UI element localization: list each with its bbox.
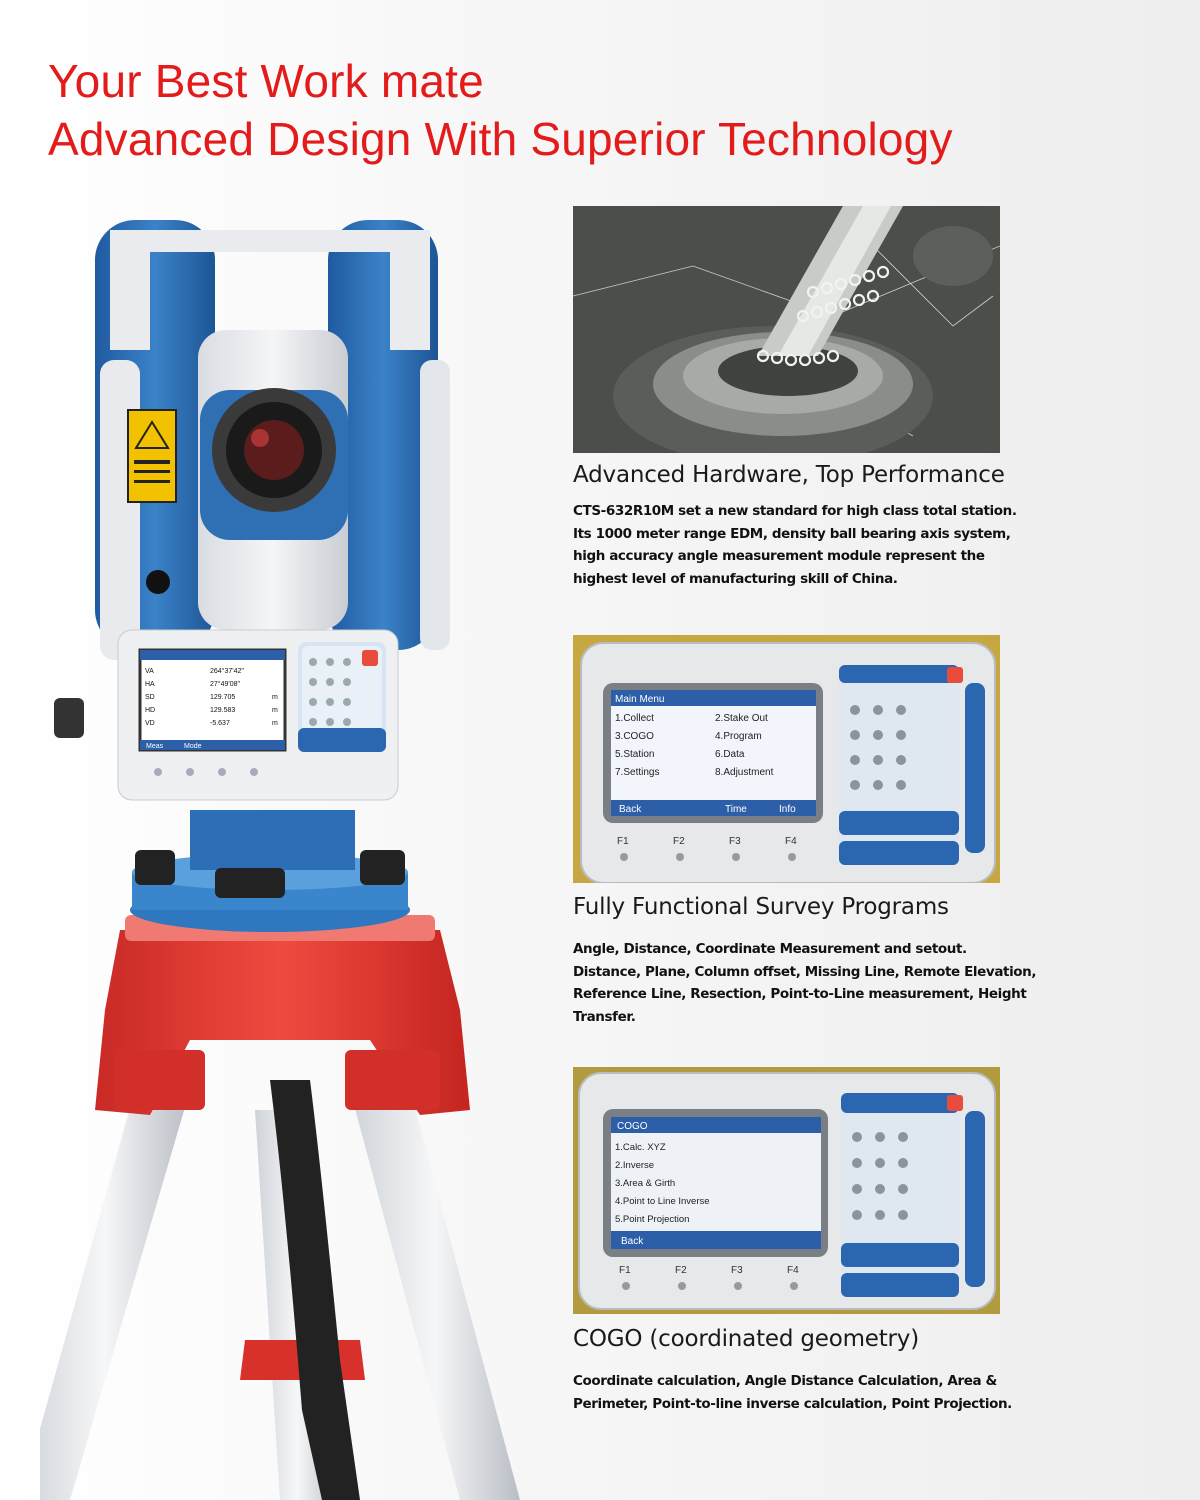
screen-title: COGO [617, 1121, 648, 1132]
desc-line: CTS-632R10M set a new standard for high class total station. [573, 503, 1017, 519]
desc-line: Its 1000 meter range EDM, density ball bearing axis system, [573, 525, 1011, 542]
device-softkey: Mode [184, 743, 202, 750]
menu-item: 1.Calc. XYZ [615, 1142, 666, 1153]
device-row-label: HD [145, 707, 156, 714]
desc-line: Angle, Distance, Coordinate Measurement and setout. [573, 941, 967, 957]
menu-item: 2.Stake Out [715, 713, 768, 724]
feature-title-cogo: COGO (coordinated geometry) [573, 1326, 919, 1352]
desc-line: Reference Line, Resection, Point-to-Line measurement, Height [573, 986, 1027, 1002]
softkey: Info [779, 804, 796, 815]
desc-line: Transfer. [573, 1008, 636, 1025]
device-row-unit: m [272, 720, 278, 727]
menu-item: 2.Inverse [615, 1160, 655, 1171]
device-row-label: VA [145, 668, 154, 675]
fkey: F2 [675, 1265, 687, 1276]
desc-line: Coordinate calculation, Angle Distance Calculation, Area & [573, 1373, 997, 1389]
menu-item: 1.Collect [615, 713, 654, 724]
hardware-image [573, 206, 1000, 453]
total-station-illustration [40, 210, 520, 1500]
fkey: F4 [787, 1265, 799, 1276]
tripod [40, 915, 520, 1500]
headline [48, 52, 953, 168]
menu-item: 5.Station [615, 749, 655, 760]
fkey: F2 [673, 836, 685, 847]
menu-item: 5.Point Projection [615, 1214, 690, 1225]
fkey: F3 [729, 836, 741, 847]
menu-item: 6.Data [715, 749, 745, 760]
device-row-value: 27°49'08" [210, 681, 240, 688]
desc-line: highest level of manufacturing skill of China. [573, 570, 898, 587]
device-row-label: SD [145, 694, 155, 701]
device-row-value: 129.705 [210, 694, 236, 701]
tribrach [130, 810, 410, 932]
device-row-label: HA [145, 681, 155, 688]
feature-desc-programs [573, 938, 1073, 1028]
device-row-value: 129.583 [210, 707, 236, 714]
instrument-control-panel [118, 630, 398, 800]
feature-desc-cogo [573, 1370, 1073, 1415]
menu-item: 4.Point to Line Inverse [615, 1196, 710, 1207]
feature-title-hardware: Advanced Hardware, Top Performance [573, 462, 1005, 488]
menu-item: 3.Area & Girth [615, 1178, 676, 1189]
headline-line-1: Your Best Work mate [48, 55, 484, 107]
feature-desc-hardware [573, 500, 1073, 590]
menu-item: 4.Program [715, 731, 762, 742]
desc-line: Distance, Plane, Column offset, Missing Line, Remote Elevation, [573, 963, 1037, 980]
fkey: F1 [617, 836, 629, 847]
main-menu-panel-image [573, 635, 1000, 883]
desc-line: Perimeter, Point-to-line inverse calculation, Point Projection. [573, 1395, 1012, 1412]
softkey: Back [619, 804, 642, 815]
desc-line: high accuracy angle measurement module represent the [573, 548, 985, 564]
fkey: F4 [785, 836, 797, 847]
softkey: Time [725, 804, 747, 815]
device-row-value: -5.637 [210, 720, 230, 727]
fkey: F1 [619, 1265, 631, 1276]
softkey: Back [621, 1236, 644, 1247]
fkey: F3 [731, 1265, 743, 1276]
device-row-unit: m [272, 694, 278, 701]
cogo-panel-image [573, 1067, 1000, 1314]
headline-line-2: Advanced Design With Superior Technology [48, 113, 953, 165]
device-softkey: Meas [146, 743, 164, 750]
feature-title-programs: Fully Functional Survey Programs [573, 894, 949, 920]
device-row-value: 264°37'42" [210, 668, 244, 675]
device-row-label: VD [145, 720, 155, 727]
menu-item: 7.Settings [615, 767, 660, 778]
menu-item: 3.COGO [615, 731, 654, 742]
device-row-unit: m [272, 707, 278, 714]
menu-item: 8.Adjustment [715, 767, 774, 778]
screen-title: Main Menu [615, 694, 665, 705]
